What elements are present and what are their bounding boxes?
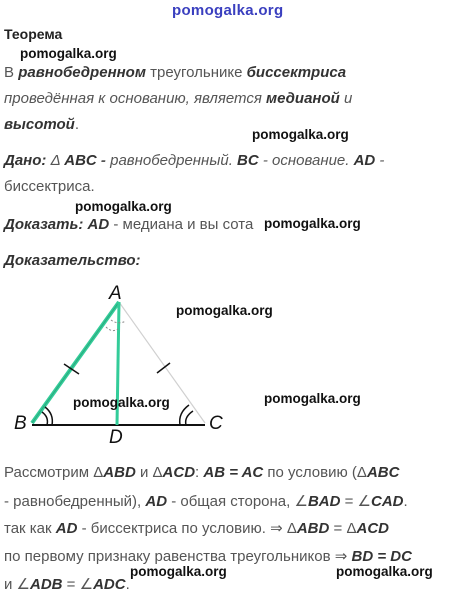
angle-symbol: ∠	[16, 576, 30, 593]
term-altitude: высотой	[4, 116, 75, 133]
triangle-symbol: Δ	[50, 152, 61, 169]
text: и	[4, 576, 17, 593]
text: =	[62, 576, 80, 593]
given-line-2: биссектриса.	[4, 178, 95, 195]
term-isosceles: равнобедренном	[18, 64, 146, 81]
triangle-abd: ABD	[103, 464, 136, 481]
implies-symbol: ⇒	[334, 548, 348, 565]
text: -	[375, 152, 385, 169]
equality-ab-ac: AB = AC	[203, 464, 264, 481]
vertex-label-b: B	[14, 413, 27, 434]
segment-bc: BC	[237, 152, 259, 169]
triangle-abc: ABC	[64, 152, 97, 169]
segment-ad: AD	[145, 493, 168, 510]
text: - основание.	[258, 152, 354, 169]
text: - равнобедренный),	[4, 493, 146, 510]
proof-line-2	[4, 492, 408, 510]
vertex-label-c: C	[209, 413, 223, 434]
segment-ad: AD	[87, 216, 110, 233]
given-line-1	[4, 152, 384, 169]
text: - биссектриса по условию.	[77, 520, 271, 537]
proof-line-1	[4, 464, 399, 481]
watermark: pomogalka.org	[73, 395, 170, 410]
text: треугольнике	[145, 64, 247, 81]
triangle-abc: ABC	[366, 464, 400, 481]
text: - медиана и вы сота	[109, 216, 254, 233]
triangle-acd: ACD	[162, 464, 196, 481]
text: по первому признаку равенства треугольников	[4, 548, 335, 565]
theorem-line-2	[4, 90, 352, 107]
angle-symbol: ∠	[357, 493, 371, 510]
watermark: pomogalka.org	[75, 199, 172, 214]
equality-bd-dc: BD = DC	[351, 548, 412, 565]
angle-adc: ADC	[93, 576, 126, 593]
text: и	[135, 464, 153, 481]
watermark-top: pomogalka.org	[172, 2, 284, 19]
text: -	[96, 152, 111, 169]
watermark: pomogalka.org	[264, 216, 361, 231]
angle-mark-c-inner	[186, 411, 193, 425]
triangle-symbol: Δ	[286, 520, 297, 537]
angle-adb: ADB	[30, 576, 63, 593]
point-label-d: D	[109, 427, 123, 448]
vertex-label-a: A	[109, 283, 122, 304]
theorem-line-3	[4, 116, 79, 133]
segment-ad: AD	[353, 152, 376, 169]
prove-line	[4, 216, 253, 233]
text: .	[125, 576, 130, 593]
triangle-abd: ABD	[296, 520, 330, 537]
proof-line-5	[4, 575, 130, 593]
theorem-line-1	[4, 64, 346, 81]
text: равнобедренный.	[110, 152, 238, 169]
term-bisector: биссектриса	[246, 64, 347, 81]
triangle-symbol: Δ	[152, 464, 163, 481]
angle-bad: BAD	[307, 493, 341, 510]
triangle-symbol: Δ	[93, 464, 104, 481]
text: проведённая к основанию, является	[4, 90, 267, 107]
text: по условию (	[263, 464, 357, 481]
angle-symbol: ∠	[79, 576, 94, 593]
text: Рассмотрим	[4, 464, 94, 481]
text: В	[4, 64, 19, 81]
text: :	[195, 464, 204, 481]
proof-line-3	[4, 519, 389, 537]
given-label: Дано:	[4, 152, 47, 169]
text: .	[403, 493, 408, 510]
watermark: pomogalka.org	[336, 564, 433, 579]
angle-symbol: ∠	[294, 493, 308, 510]
text: - общая сторона,	[167, 493, 295, 510]
implies-symbol: ⇒	[270, 520, 283, 537]
prove-label: Доказать:	[4, 216, 84, 233]
watermark: pomogalka.org	[176, 303, 273, 318]
triangle-figure	[0, 275, 461, 445]
segment-ad: AD	[55, 520, 78, 537]
proof-line-4	[4, 547, 412, 565]
proof-heading: Доказательство:	[4, 252, 141, 269]
triangle-acd: ACD	[356, 520, 389, 537]
angle-mark-b-inner	[42, 412, 47, 425]
triangle-symbol: Δ	[346, 520, 357, 537]
watermark: pomogalka.org	[130, 564, 227, 579]
triangle-symbol: Δ	[356, 464, 367, 481]
text: =	[340, 493, 358, 510]
text: .	[74, 116, 80, 133]
text: =	[329, 520, 347, 537]
term-median: медианой	[266, 90, 340, 107]
watermark: pomogalka.org	[20, 46, 117, 61]
angle-cad: CAD	[371, 493, 404, 510]
watermark: pomogalka.org	[264, 391, 361, 406]
watermark: pomogalka.org	[252, 127, 349, 142]
text: так как	[4, 520, 56, 537]
angle-mark-cad	[106, 327, 118, 331]
theorem-heading: Теорема	[4, 26, 63, 42]
text: и	[339, 90, 353, 107]
